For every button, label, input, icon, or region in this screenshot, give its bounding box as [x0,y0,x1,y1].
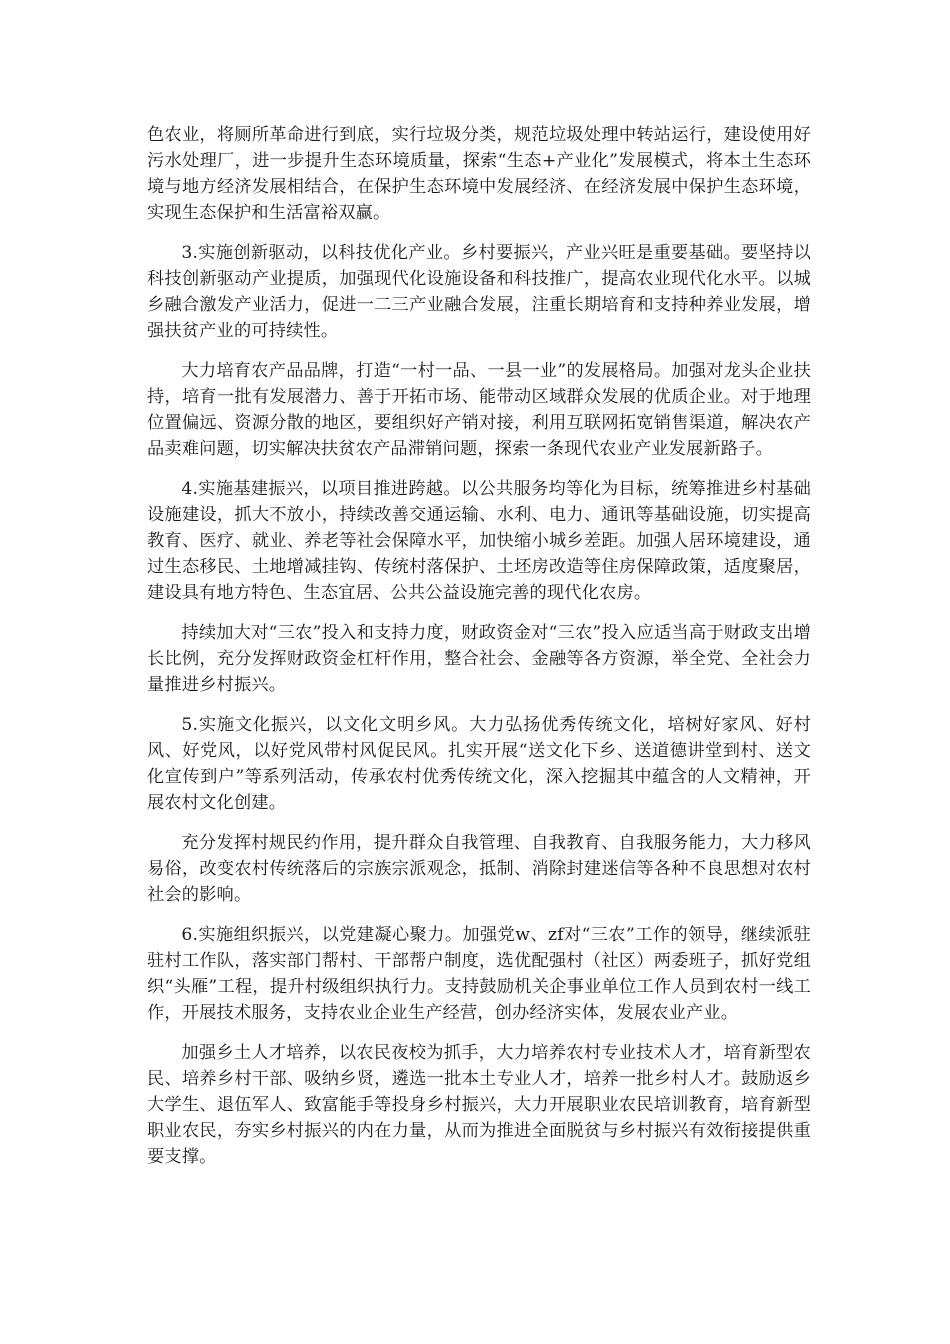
paragraph-ecology-continued: 色农业，将厕所革命进行到底，实行垃圾分类，规范垃圾处理中转站运行，建设使用好污水处理厂，进一步提升生态环境质量，探索“生态+产业化”发展模式，将本土生态环境与地方经济发展相结合，在保护生态环境中发展经济、在经济发展中保护生态环境，实现生态保护和生活富裕双赢。 [147,125,811,223]
paragraph-section-6: 6.实施组织振兴，以党建凝心聚力。加强党w、zf对“三农”工作的领导，继续派驻驻村工作队，落实部门帮村、干部帮户制度，选优配强村（社区）两委班子，抓好党组织“头雁”工程，提升村级组织执行力。支持鼓励机关企事业单位工作人员到农村一线工作，开展技术服务，支持农业企业生产经营，创办经济实体，发展农业产业。 [147,925,811,1023]
paragraph-section-4: 4.实施基建振兴，以项目推进跨越。以公共服务均等化为目标，统筹推进乡村基础设施建设，抓大不放小，持续改善交通运输、水利、电力、通讯等基础设施，切实提高教育、医疗、就业、养老等社会保障水平，加快缩小城乡差距。加强人居环境建设，通过生态移民、土地增减挂钩、传统村落保护、土坯房改造等住房保障政策，适度聚居，建设具有地方特色、生态宜居、公共公益设施完善的现代化农房。 [147,479,811,603]
paragraph-section-5: 5.实施文化振兴，以文化文明乡风。大力弘扬优秀传统文化，培树好家风、好村风、好党风，以好党风带村风促民风。扎实开展“送文化下乡、送道德讲堂到村、送文化宣传到户”等系列活动，传承农村优秀传统文化，深入挖掘其中蕴含的人文精神，开展农村文化创建。 [147,715,811,813]
paragraph-investment: 持续加大对“三农”投入和支持力度，财政资金对“三农”投入应适当高于财政支出增长比例，充分发挥财政资金杠杆作用，整合社会、金融等各方资源，举全党、全社会力量推进乡村振兴。 [147,623,811,695]
paragraph-village-rules: 充分发挥村规民约作用，提升群众自我管理、自我教育、自我服务能力，大力移风易俗，改变农村传统落后的宗族宗派观念，抵制、消除封建迷信等各种不良思想对农村社会的影响。 [147,833,811,905]
paragraph-talent-training: 加强乡土人才培养，以农民夜校为抓手，大力培养农村专业技术人才，培育新型农民、培养乡村干部、吸纳乡贤，遴选一批本土专业人才，培养一批乡村人才。鼓励返乡大学生、退伍军人、致富能手等投身乡村振兴，大力开展职业农民培训教育，培育新型职业农民，夯实乡村振兴的内在力量，从而为推进全面脱贫与乡村振兴有效衔接提供重要支撑。 [147,1043,811,1167]
paragraph-brand-building: 大力培育农产品品牌，打造“一村一品、一县一业”的发展格局。加强对龙头企业扶持，培育一批有发展潜力、善于开拓市场、能带动区域群众发展的优质企业。对于地理位置偏远、资源分散的地区，要组织好产销对接，利用互联网拓宽销售渠道，解决农产品卖难问题，切实解决扶贫农产品滞销问题，探索一条现代农业产业发展新路子。 [147,361,811,459]
document-page [147,122,811,1184]
paragraph-section-3: 3.实施创新驱动，以科技优化产业。乡村要振兴，产业兴旺是重要基础。要坚持以科技创新驱动产业提质，加强现代化设施设备和科技推广，提高农业现代化水平。以城乡融合激发产业活力，促进一二三产业融合发展，注重长期培育和支持种养业发展，增强扶贫产业的可持续性。 [147,243,811,341]
